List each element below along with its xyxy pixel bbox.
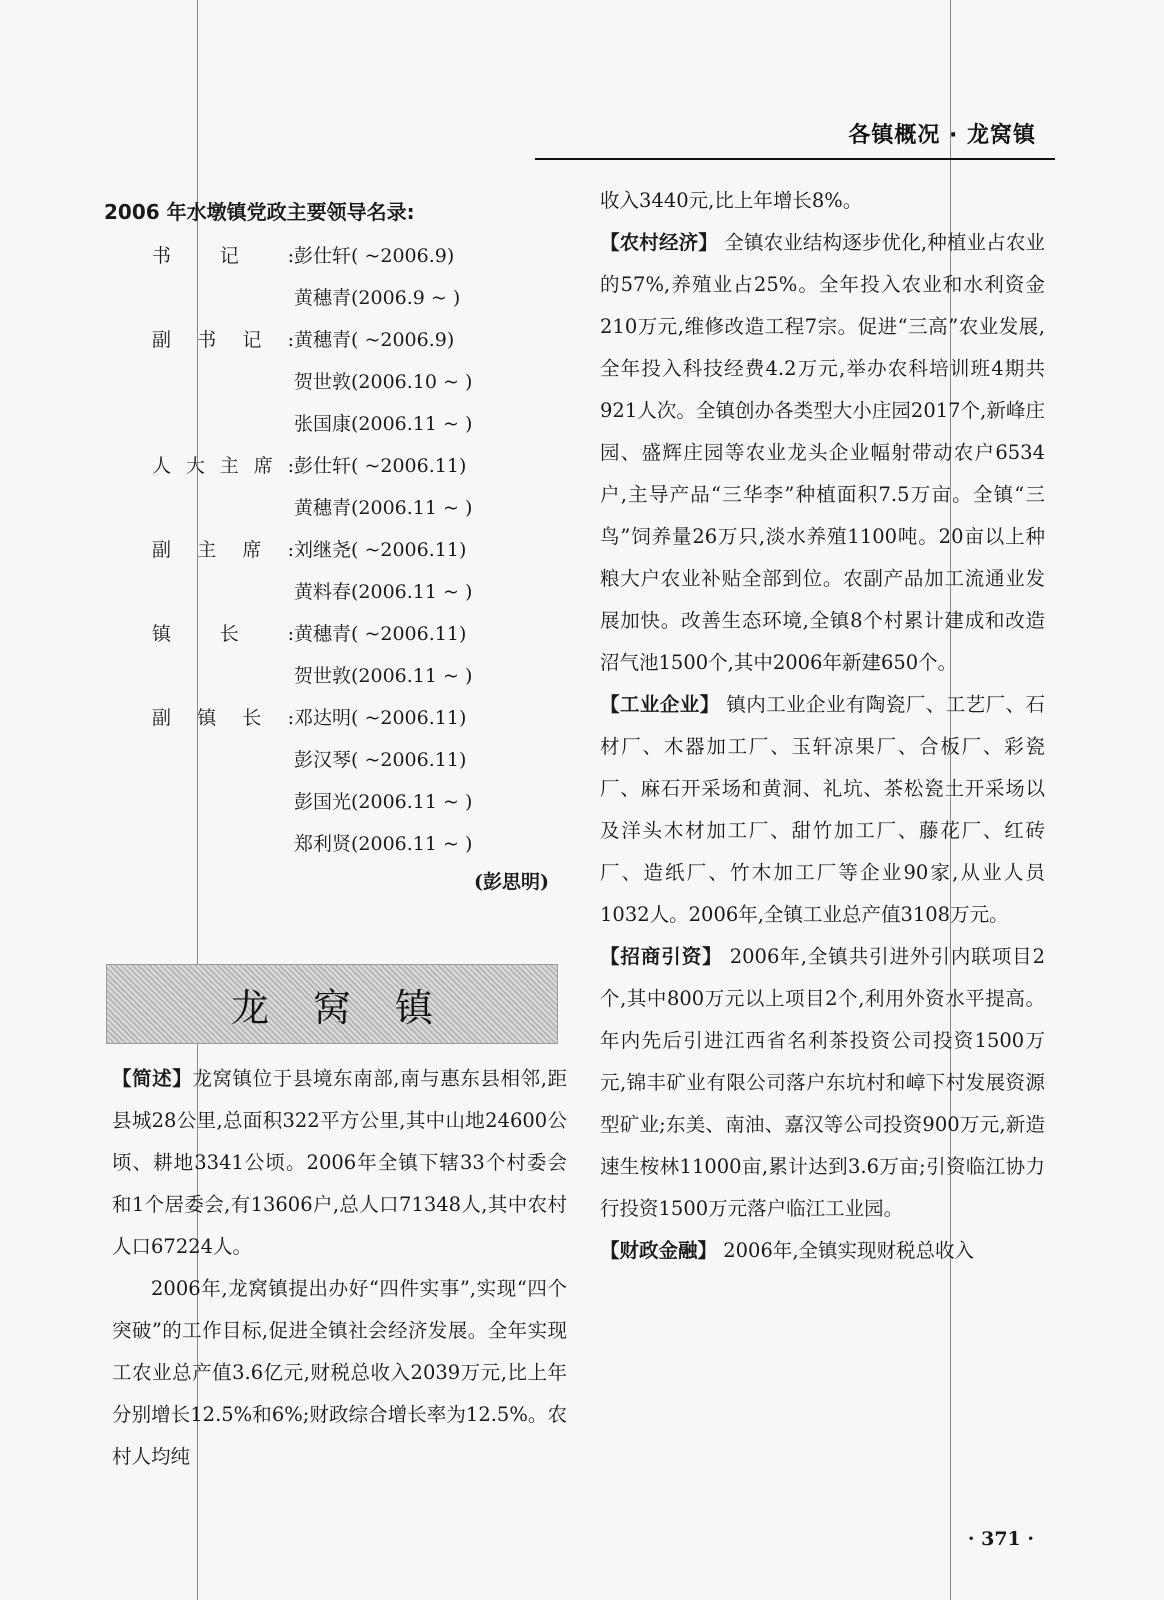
- leader-role: [112, 403, 294, 445]
- leader-row: [112, 655, 567, 697]
- leader-name: 邓达明( ~2006.11): [294, 707, 467, 729]
- right-column: [600, 180, 1045, 1272]
- leader-name: 郑利贤(2006.11 ~ ): [294, 833, 473, 855]
- section-tag-industry: 【工业企业】: [600, 693, 720, 716]
- industry-text: 镇内工业企业有陶瓷厂、工艺厂、石材厂、木器加工厂、玉轩凉果厂、合板厂、彩瓷厂、麻石开采场和黄洞、礼坑、茶松瓷土开采场以及洋头木材加工厂、甜竹加工厂、藤花厂、红砖厂、造纸厂、竹木加工厂等企业90家,从业人员1032人。2006年,全镇工业总产值3108万元。: [600, 693, 1045, 926]
- leader-row: [112, 697, 567, 739]
- leader-name: 黄穗青( ~2006.9): [294, 329, 455, 351]
- leader-role: 副镇长:: [152, 707, 294, 729]
- leader-name: 贺世敦(2006.10 ~ ): [294, 371, 473, 393]
- section-tag-investment: 【招商引资】: [600, 945, 723, 968]
- town-banner: [106, 964, 558, 1044]
- town-title: 龙窝镇: [230, 985, 477, 1030]
- leader-row: [112, 529, 567, 571]
- leader-name: 刘继尧( ~2006.11): [294, 539, 467, 561]
- section-tag-overview: 【简述】: [112, 1067, 193, 1090]
- leader-row: [112, 571, 567, 613]
- leader-row: [112, 823, 567, 865]
- goals-paragraph: 2006年,龙窝镇提出办好“四件实事”,实现“四个突破”的工作目标,促进全镇社会经济发展。全年实现工农业总产值3.6亿元,财税总收入2039万元,比上年分别增长12.5%和6%;财政综合增长率为12.5%。农村人均纯: [112, 1277, 567, 1468]
- leader-role: [112, 277, 294, 319]
- leader-name: 彭汉琴( ~2006.11): [294, 749, 467, 771]
- rural-economy-paragraph: [600, 222, 1045, 684]
- leader-name: 张国康(2006.11 ~ ): [294, 413, 473, 435]
- leader-role: [112, 781, 294, 823]
- finance-text: 2006年,全镇实现财税总收入: [723, 1239, 975, 1262]
- leader-name: 黄穗青( ~2006.11): [294, 623, 467, 645]
- leader-role: 镇长:: [152, 623, 294, 645]
- rural-economy-text: 全镇农业结构逐步优化,种植业占农业的57%,养殖业占25%。全年投入农业和水利资金210万元,维修改造工程7宗。促进“三高”农业发展,全年投入科技经费4.2万元,举办农科培训班4期共921人次。全镇创办各类型大小庄园2017个,新峰庄园、盛辉庄园等农业龙头企业幅射带动农户6534户,主导产品“三华李”种植面积7.5万亩。全镇“三鸟”饲养量26万只,淡水养殖1100吨。20亩以上种粮大户农业补贴全部到位。农副产品加工流通业发展加快。改善生态环境,全镇8个村累计建成和改造沼气池1500个,其中2006年新建650个。: [600, 231, 1045, 674]
- author-signature: (彭思明): [474, 871, 549, 893]
- header-rule: [535, 158, 1055, 160]
- overview-paragraph: [112, 1058, 567, 1268]
- page-number: · 371 ·: [967, 1528, 1034, 1550]
- leader-role: 书记:: [152, 245, 294, 267]
- leader-name: 黄穗青(2006.9 ~ ): [294, 287, 461, 309]
- leader-name: 黄料春(2006.11 ~ ): [294, 581, 473, 603]
- left-body: [112, 1058, 567, 1478]
- leader-row: [112, 319, 567, 361]
- leader-row: [112, 487, 567, 529]
- leader-name: 彭仕轩( ~2006.11): [294, 455, 467, 477]
- leader-row: [112, 361, 567, 403]
- leader-row: [112, 739, 567, 781]
- industry-paragraph: [600, 684, 1045, 936]
- finance-paragraph: [600, 1230, 1045, 1272]
- leader-role: [112, 361, 294, 403]
- leader-role: 副主席:: [152, 539, 294, 561]
- continuation-paragraph: 收入3440元,比上年增长8%。: [600, 189, 863, 212]
- leader-role: [112, 739, 294, 781]
- leader-row: [112, 781, 567, 823]
- leader-role: [112, 823, 294, 865]
- leader-role: [112, 487, 294, 529]
- section-tag-rural-economy: 【农村经济】: [600, 231, 718, 254]
- leader-row: [112, 277, 567, 319]
- left-column: [104, 190, 567, 1478]
- leader-name: 彭仕轩( ~2006.9): [294, 245, 455, 267]
- investment-text: 2006年,全镇共引进外引内联项目2个,其中800万元以上项目2个,利用外资水平提高。年内先后引进江西省名利茶投资公司投资1500万元,锦丰矿业有限公司落户东坑村和嶂下村发展资源型矿业;东美、南油、嘉汉等公司投资900万元,新造速生桉林11000亩,累计达到3.6万亩;引资临江协力行投资1500万元落户临江工业园。: [600, 945, 1046, 1220]
- leaders-list-title: 2006 年水墩镇党政主要领导名录:: [104, 200, 415, 224]
- leader-row: [112, 403, 567, 445]
- leader-name: 贺世敦(2006.11 ~ ): [294, 665, 473, 687]
- leader-role: 副书记:: [152, 329, 294, 351]
- leader-row: [112, 235, 567, 277]
- leader-row: [112, 445, 567, 487]
- leaders-list: [112, 235, 567, 865]
- leader-row: [112, 613, 567, 655]
- leader-name: 黄穗青(2006.11 ~ ): [294, 497, 473, 519]
- overview-text: 龙窝镇位于县境东南部,南与惠东县相邻,距县城28公里,总面积322平方公里,其中山地24600公顷、耕地3341公顷。2006年全镇下辖33个村委会和1个居委会,有13606户,总人口71348人,其中农村人口67224人。: [112, 1067, 567, 1258]
- leader-role: [112, 655, 294, 697]
- leader-role: [112, 571, 294, 613]
- running-header: 各镇概况 · 龙窝镇: [848, 123, 1036, 148]
- section-tag-finance: 【财政金融】: [600, 1239, 718, 1262]
- leader-role: 人大主席:: [152, 455, 294, 477]
- investment-paragraph: [600, 936, 1045, 1230]
- leader-name: 彭国光(2006.11 ~ ): [294, 791, 473, 813]
